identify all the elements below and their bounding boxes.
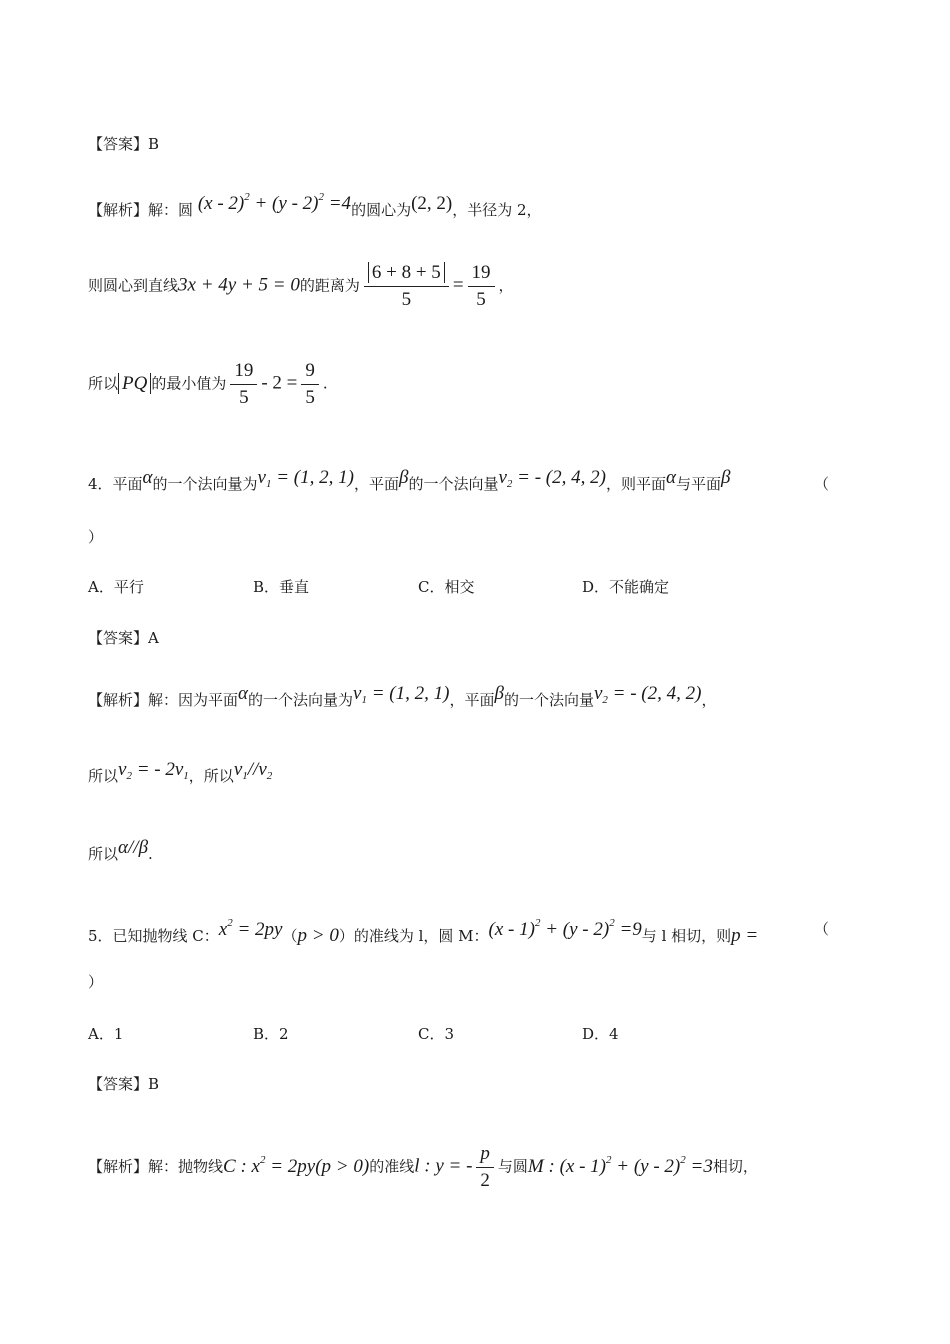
- text: 则圆心到直线: [88, 276, 179, 295]
- option-c[interactable]: C．3: [418, 1025, 455, 1043]
- solution-line-1: [88, 193, 542, 220]
- alpha: α: [238, 683, 249, 704]
- beta: β: [398, 467, 409, 488]
- option-d[interactable]: D．4: [582, 1025, 619, 1043]
- text: 的一个法向量: [503, 691, 594, 709]
- answer-label: 【答案】: [88, 629, 149, 647]
- text: ，平面: [353, 475, 399, 493]
- option-a[interactable]: A．1: [88, 1025, 124, 1043]
- text: 与平面: [675, 475, 721, 493]
- text: 的一个法向量: [408, 475, 499, 493]
- q5-paren-close: ）: [88, 973, 104, 991]
- text: ，则平面: [605, 475, 666, 493]
- answer-value: A: [148, 629, 159, 647]
- q5-paren-open: （: [814, 920, 830, 938]
- text: 所以: [88, 374, 119, 393]
- option-c[interactable]: C．相交: [418, 578, 475, 596]
- answer-line-q3: [88, 134, 159, 154]
- text: 的最小值为: [151, 374, 227, 393]
- vector-v2: $v_2$ = - (2, 4, 2): [498, 467, 606, 490]
- text: 相切，: [712, 1157, 758, 1176]
- solution-label: 【解析】: [88, 691, 149, 709]
- fraction: $\frac{9}{5}$: [301, 360, 319, 409]
- condition: p > 0: [297, 925, 339, 946]
- fraction: $\frac{19}{5}$: [468, 262, 495, 311]
- text: 的一个法向量为: [248, 691, 354, 709]
- option-b[interactable]: B．垂直: [253, 578, 310, 596]
- circle-center: (2, 2): [411, 193, 453, 214]
- fraction: $\frac{6 + 8 + 5}{5}$: [364, 262, 449, 311]
- solution-4-line-1: [88, 683, 717, 716]
- text: 的一个法向量为: [152, 475, 258, 493]
- alpha: α: [142, 467, 153, 488]
- question-5: [88, 919, 758, 946]
- answer-label: 【答案】: [88, 135, 149, 153]
- answer-line-q4: [88, 628, 159, 648]
- vector-parallel: $v_1//v_2$: [233, 759, 273, 782]
- text: ）的准线为 l，圆 M：: [338, 927, 489, 945]
- solution-line-3: [88, 360, 328, 409]
- solution-5-line-1: [88, 1143, 758, 1192]
- text: ，所以: [188, 767, 234, 785]
- text: ，平面: [449, 691, 495, 709]
- text: 与 l 相切，则: [641, 927, 732, 945]
- vector-v1: $v_1 = (1$, 2, 1): [353, 683, 450, 706]
- q4-paren-close: ）: [88, 528, 104, 546]
- text: 5．已知抛物线 C：: [88, 927, 219, 945]
- vector-v1: $v_1 = (1$, 2, 1): [257, 467, 354, 490]
- alpha: α: [665, 467, 676, 488]
- text: ，半径为 2，: [452, 201, 542, 219]
- solution-line-2: [88, 262, 514, 311]
- vector-relation: $v_2$ = - $2v_1$: [118, 759, 189, 782]
- text: 与圆: [497, 1157, 528, 1176]
- answer-line-q5: [88, 1074, 159, 1094]
- text: 的准线: [369, 1157, 415, 1176]
- parabola-equation: $x^2 = 2py$: [218, 917, 283, 940]
- text: ，: [701, 691, 717, 709]
- solution-label: 【解析】: [88, 1157, 149, 1176]
- text: .: [148, 845, 153, 863]
- solution-4-line-2: [88, 759, 273, 792]
- beta: β: [494, 683, 504, 704]
- fraction: $\frac{p}{2}$: [476, 1143, 494, 1192]
- circle-equation: M : (x - 1)$^2$ + (y - 2)$^2$ =3: [527, 1153, 713, 1177]
- text: 解：抛物线: [148, 1157, 224, 1176]
- equals: =: [452, 274, 464, 296]
- option-a[interactable]: A．平行: [88, 578, 144, 596]
- answer-value: B: [148, 135, 160, 153]
- directrix: l : y = -: [414, 1155, 473, 1177]
- circle-equation: (x - 1)$^2$ + (y - 2)$^2$ =9: [488, 917, 642, 940]
- text: 所以: [88, 767, 119, 785]
- solution-label: 【解析】: [88, 201, 149, 219]
- p-equals: p =: [731, 925, 759, 946]
- fraction: $\frac{19}{5}$: [230, 360, 257, 409]
- text: 解：圆: [148, 201, 194, 219]
- text: .: [322, 374, 328, 393]
- q4-paren-open: （: [814, 475, 830, 493]
- line-equation: 3x + 4y + 5 = 0: [178, 274, 300, 296]
- circle-equation: (x - 2)$^2$ + (y - 2)$^2$ =4: [197, 191, 352, 214]
- option-b[interactable]: B．2: [253, 1025, 289, 1043]
- text: （: [282, 927, 298, 945]
- question-4: [88, 467, 731, 500]
- text: 解：因为平面: [148, 691, 239, 709]
- text: ，: [498, 276, 514, 295]
- text: 4．平面: [88, 475, 143, 493]
- plane-parallel: α//β: [118, 837, 149, 858]
- vector-v2: $v_2$ = - (2, 4, 2): [593, 683, 702, 706]
- text: 的圆心为: [351, 201, 412, 219]
- parabola-equation: C : $x^2 = 2py(p > 0)$: [223, 1153, 370, 1177]
- math: - 2 =: [261, 372, 298, 394]
- answer-label: 【答案】: [88, 1075, 149, 1093]
- pq-abs: PQ: [118, 373, 151, 394]
- solution-4-line-3: [88, 837, 153, 864]
- answer-value: B: [148, 1075, 160, 1093]
- option-d[interactable]: D．不能确定: [582, 578, 670, 596]
- text: 的距离为: [299, 276, 360, 295]
- text: 所以: [88, 845, 119, 863]
- beta: β: [720, 467, 731, 488]
